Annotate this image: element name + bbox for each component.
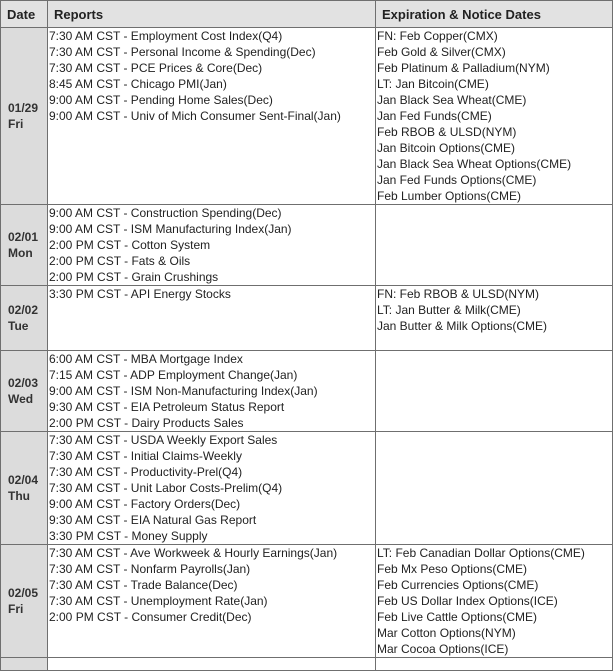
expiration-item: LT: Jan Bitcoin(CME) bbox=[377, 77, 489, 91]
expiration-item: FN: Feb Copper(CMX) bbox=[377, 29, 498, 43]
reports-column-header: Reports bbox=[48, 1, 376, 28]
report-item: 9:30 AM CST - EIA Natural Gas Report bbox=[49, 513, 257, 527]
expiration-item: Feb RBOB & ULSD(NYM) bbox=[377, 125, 517, 139]
reports-cell bbox=[48, 432, 376, 545]
expiration-item: Feb Live Cattle Options(CME) bbox=[377, 610, 538, 624]
date-cell bbox=[1, 545, 48, 658]
expiration-item: LT: Jan Butter & Milk(CME) bbox=[377, 303, 521, 317]
report-item: 7:15 AM CST - ADP Employment Change(Jan) bbox=[49, 368, 298, 382]
date-cell bbox=[1, 28, 48, 205]
expirations-cell bbox=[376, 545, 613, 658]
expiration-column-header: Expiration & Notice Dates bbox=[376, 1, 613, 28]
day-value: Fri bbox=[8, 117, 24, 131]
report-item: 3:30 PM CST - Money Supply bbox=[49, 529, 208, 543]
report-item: 2:00 PM CST - Cotton System bbox=[49, 238, 211, 252]
date-value: 02/01 bbox=[8, 230, 39, 244]
date-value: 02/02 bbox=[8, 303, 39, 317]
report-item: 9:00 AM CST - ISM Non-Manufacturing Index(Jan) bbox=[49, 384, 318, 398]
expiration-item: Mar Cotton Options(NYM) bbox=[377, 626, 516, 640]
expiration-item: FN: Feb RBOB & ULSD(NYM) bbox=[377, 287, 540, 301]
reports-cell bbox=[48, 205, 376, 286]
report-item: 7:30 AM CST - Unit Labor Costs-Prelim(Q4) bbox=[49, 481, 283, 495]
table-row bbox=[1, 286, 613, 351]
expirations-cell bbox=[376, 432, 613, 545]
expiration-item: Jan Bitcoin Options(CME) bbox=[377, 141, 516, 155]
report-item: 7:30 AM CST - Productivity-Prel(Q4) bbox=[49, 465, 243, 479]
report-item: 6:00 AM CST - MBA Mortgage Index bbox=[49, 352, 243, 366]
date-value: 02/04 bbox=[8, 473, 39, 487]
expiration-item: Feb Platinum & Palladium(NYM) bbox=[377, 61, 550, 75]
report-item: 9:00 AM CST - Factory Orders(Dec) bbox=[49, 497, 241, 511]
expiration-item: Jan Fed Funds(CME) bbox=[377, 109, 492, 123]
table-row bbox=[1, 28, 613, 205]
reports-cell bbox=[48, 286, 376, 351]
report-item: 9:00 AM CST - Pending Home Sales(Dec) bbox=[49, 93, 273, 107]
date-cell bbox=[1, 351, 48, 432]
day-value: Thu bbox=[8, 489, 30, 503]
reports-cell bbox=[48, 351, 376, 432]
report-item: 2:00 PM CST - Dairy Products Sales bbox=[49, 416, 244, 430]
day-value: Tue bbox=[8, 319, 29, 333]
date-cell bbox=[1, 205, 48, 286]
date-value: 01/29 bbox=[8, 101, 39, 115]
report-item: 9:00 AM CST - Construction Spending(Dec) bbox=[49, 206, 282, 220]
expirations-cell bbox=[376, 28, 613, 205]
header-row bbox=[1, 1, 613, 28]
report-item: 9:30 AM CST - EIA Petroleum Status Report bbox=[49, 400, 285, 414]
expiration-item: Feb Currencies Options(CME) bbox=[377, 578, 539, 592]
expiration-item: Feb Gold & Silver(CMX) bbox=[377, 45, 506, 59]
report-item: 7:30 AM CST - Personal Income & Spending(Dec) bbox=[49, 45, 316, 59]
expiration-item: Feb Mx Peso Options(CME) bbox=[377, 562, 528, 576]
table-row bbox=[1, 205, 613, 286]
date-cell bbox=[1, 432, 48, 545]
expiration-item: Jan Butter & Milk Options(CME) bbox=[377, 319, 548, 333]
date-cell bbox=[1, 658, 48, 671]
report-item: 7:30 AM CST - PCE Prices & Core(Dec) bbox=[49, 61, 263, 75]
report-item: 7:30 AM CST - Initial Claims-Weekly bbox=[49, 449, 242, 463]
expirations-cell bbox=[376, 205, 613, 286]
report-item: 2:00 PM CST - Consumer Credit(Dec) bbox=[49, 610, 252, 624]
reports-cell bbox=[48, 658, 376, 671]
expiration-item: Jan Fed Funds Options(CME) bbox=[377, 173, 537, 187]
report-item: 7:30 AM CST - Ave Workweek & Hourly Earnings(Jan) bbox=[49, 546, 338, 560]
expiration-item: LT: Feb Canadian Dollar Options(CME) bbox=[377, 546, 585, 560]
report-item: 7:30 AM CST - Unemployment Rate(Jan) bbox=[49, 594, 268, 608]
date-value: 02/05 bbox=[8, 586, 39, 600]
expirations-cell bbox=[376, 658, 613, 671]
report-item: 7:30 AM CST - Employment Cost Index(Q4) bbox=[49, 29, 283, 43]
day-value: Mon bbox=[8, 246, 33, 260]
date-column-header: Date bbox=[1, 1, 48, 28]
report-item: 3:30 PM CST - API Energy Stocks bbox=[49, 287, 231, 301]
table-row bbox=[1, 545, 613, 658]
expirations-cell bbox=[376, 286, 613, 351]
day-value: Fri bbox=[8, 602, 24, 616]
expiration-item: Jan Black Sea Wheat Options(CME) bbox=[377, 157, 572, 171]
table-row bbox=[1, 432, 613, 545]
expirations-cell bbox=[376, 351, 613, 432]
reports-cell bbox=[48, 545, 376, 658]
table-row bbox=[1, 351, 613, 432]
expiration-item: Mar Cocoa Options(ICE) bbox=[377, 642, 509, 656]
expiration-item: Jan Black Sea Wheat(CME) bbox=[377, 93, 527, 107]
expiration-item: Feb Lumber Options(CME) bbox=[377, 189, 522, 203]
expiration-item: Feb US Dollar Index Options(ICE) bbox=[377, 594, 558, 608]
date-cell bbox=[1, 286, 48, 351]
report-item: 7:30 AM CST - USDA Weekly Export Sales bbox=[49, 433, 278, 447]
report-item: 2:00 PM CST - Grain Crushings bbox=[49, 270, 219, 284]
table-row-partial bbox=[1, 658, 613, 671]
report-item: 2:00 PM CST - Fats & Oils bbox=[49, 254, 191, 268]
day-value: Wed bbox=[8, 392, 34, 406]
report-item: 9:00 AM CST - ISM Manufacturing Index(Jan) bbox=[49, 222, 292, 236]
report-item: 8:45 AM CST - Chicago PMI(Jan) bbox=[49, 77, 227, 91]
report-item: 7:30 AM CST - Trade Balance(Dec) bbox=[49, 578, 238, 592]
date-value: 02/03 bbox=[8, 376, 39, 390]
reports-cell bbox=[48, 28, 376, 205]
report-item: 7:30 AM CST - Nonfarm Payrolls(Jan) bbox=[49, 562, 251, 576]
report-item: 9:00 AM CST - Univ of Mich Consumer Sent-Final(Jan) bbox=[49, 109, 341, 123]
